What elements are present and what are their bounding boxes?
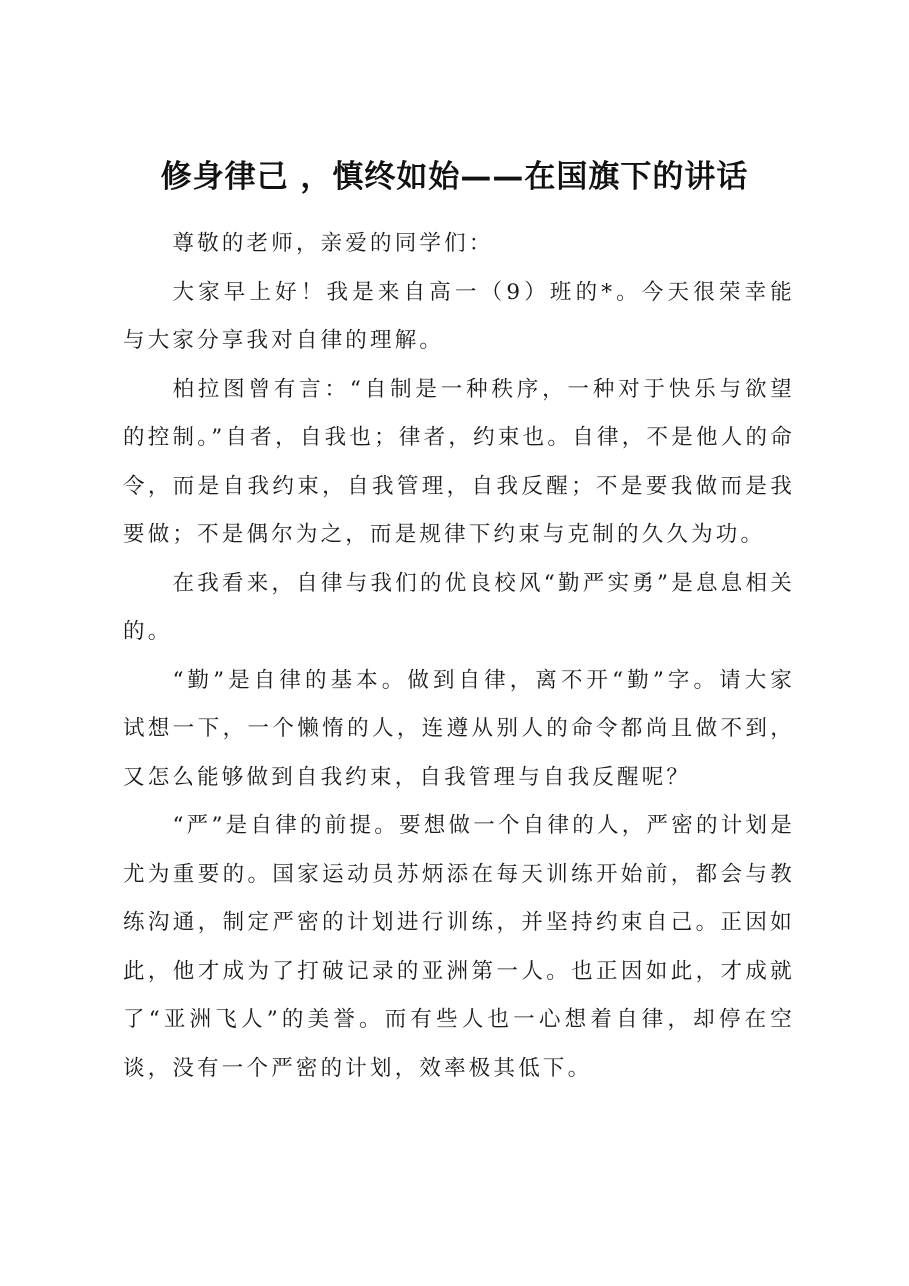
diligence-paragraph: “勤”是自律的基本。做到自律，离不开“勤”字。请大家试想一下，一个懒惰的人，连遵从别人的命令都尚且做不到，又怎么能够做到自我约束，自我管理与自我反醒呢？ [123,667,795,790]
school-motto-paragraph: 在我看来，自律与我们的优良校风“勤严实勇”是息息相关的。 [123,570,795,644]
strictness-paragraph: “严”是自律的前提。要想做一个自律的人，严密的计划是尤为重要的。国家运动员苏炳添在每天训练开始前，都会与教练沟通，制定严密的计划进行训练，并坚持约束自己。正因如此，他才成为了打破记录的亚洲第一人。也正因如此，才成就了“亚洲飞人”的美誉。而有些人也一心想着自律，却停在空谈，没有一个严密的计划，效率极其低下。 [123,813,795,1081]
greeting-paragraph: 大家早上好！我是来自高一（9）班的*。今天很荣幸能与大家分享我对自律的理解。 [123,279,795,353]
plato-quote-paragraph: 柏拉图曾有言：“自制是一种秩序，一种对于快乐与欲望的控制。”自者，自我也；律者，约束也。自律，不是他人的命令，而是自我约束，自我管理，自我反醒；不是要我做而是我要做；不是偶尔为之，而是规律下约束与克制的久久为功。 [123,376,795,547]
document-body [123,220,795,1093]
salutation-paragraph: 尊敬的老师，亲爱的同学们： [172,231,494,256]
document-title: 修身律己 ，慎终如始——在国旗下的讲话 [160,159,749,195]
